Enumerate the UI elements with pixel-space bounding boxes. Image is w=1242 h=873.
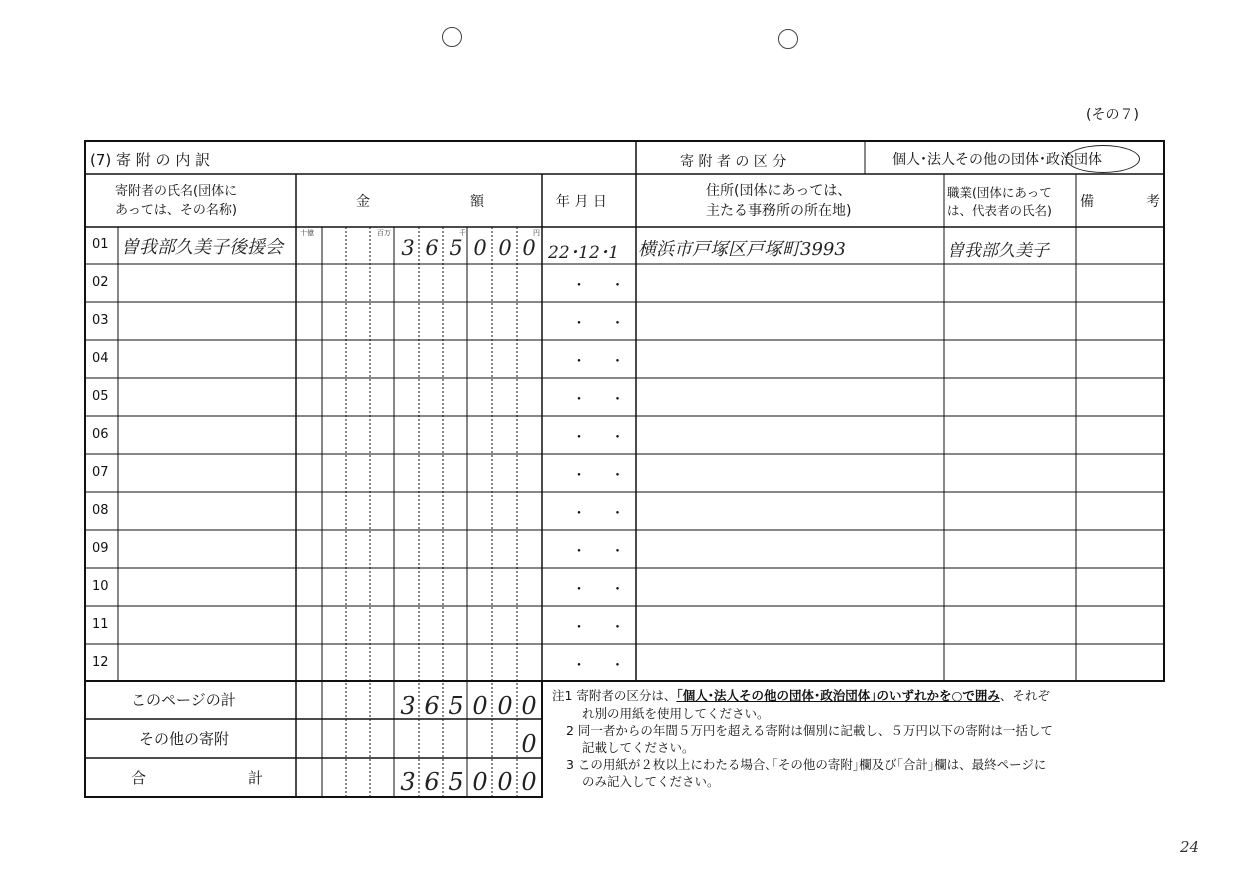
date-placeholder: ・ ・ [572,316,635,332]
date-placeholder: ・ ・ [572,658,635,674]
date-placeholder: ・ ・ [572,506,635,522]
page-total-digit: 0 [497,692,513,720]
note-1-suffix: 、それぞ [999,688,1050,703]
note-2-line1: 2 同一者からの年間５万円を超える寄附は個別に記載し、５万円以下の寄附は一括して [566,723,1053,738]
note-1-prefix: 注1 寄附者の区分は、 [552,688,677,703]
other-donations-label: その他の寄附 [139,730,230,748]
header-date: 年 月 日 [556,194,607,210]
other-donations-digit: 0 [521,730,537,758]
note-1-underline: ｢個人･法人その他の団体･政治団体｣のいずれかを○で囲み [676,688,1000,703]
row-number: 04 [92,351,109,366]
page-total-digit: 6 [424,692,440,720]
amount-digit: 5 [449,236,463,260]
date-placeholder: ・ ・ [572,620,635,636]
row-number: 05 [92,389,109,404]
page-number: 24 [1180,838,1200,856]
grand-total-digit: 0 [521,768,537,796]
note-2-line2: 記載してください。 [582,740,695,755]
unit-mark-ten-oku: 十億 [300,229,314,237]
row-number: 03 [92,313,109,328]
header-remarks-left: 備 [1080,194,1094,210]
grand-total-digit: 5 [448,768,464,796]
grand-total-digit: 0 [497,768,513,796]
row-number: 06 [92,427,109,442]
row-number: 07 [92,465,109,480]
header-address-line2: 主たる事務所の所在地) [706,203,852,219]
page-total-digit: 5 [448,692,464,720]
page-total-digit: 0 [472,692,488,720]
grand-total-digit: 6 [424,768,440,796]
header-occupation-line1: 職業(団体にあって [947,185,1052,200]
page-label: (その７) [1086,107,1139,123]
unit-mark-sen: 千 [459,229,466,237]
grand-total-digit: 3 [400,768,416,796]
amount-digit: 6 [425,236,439,260]
header-amount-right: 額 [470,194,484,210]
note-1-line2: れ別の用紙を使用してください。 [582,706,770,721]
header-remarks-right: 考 [1146,194,1160,210]
page-total-label: このページの計 [131,691,236,709]
section-title: (7) 寄 附 の 内 訳 [90,151,211,169]
date-placeholder: ・ ・ [572,544,635,560]
header-name-line2: あっては、その名称) [115,203,237,218]
row-number: 12 [92,655,109,670]
row-number: 09 [92,541,109,556]
donor-category-label: 寄 附 者 の 区 分 [680,154,787,170]
row-number: 01 [92,237,109,252]
date-placeholder: ・ ・ [572,430,635,446]
page-total-digit: 3 [400,692,416,720]
date-placeholder: ・ ・ [572,468,635,484]
row-number: 10 [92,579,109,594]
donor-category-prefix: 個人･法人その他の団体･ [892,152,1046,168]
date-placeholder: ・ ・ [572,392,635,408]
donor-address: 横浜市戸塚区戸塚町3993 [638,239,846,260]
date-placeholder: ・ ・ [572,354,635,370]
unit-mark-en: 円 [533,229,540,237]
grand-total-label-left: 合 [131,769,147,787]
header-name-line1: 寄附者の氏名(団体に [115,184,238,199]
header-amount-left: 金 [356,194,370,210]
grand-total-digit: 0 [472,768,488,796]
row-number: 11 [92,617,109,632]
amount-digit: 0 [473,236,487,260]
header-occupation-line2: は、代表者の氏名) [947,203,1052,218]
row-number: 02 [92,275,109,290]
date-placeholder: ・ ・ [572,582,635,598]
grand-total-label-right: 計 [248,769,264,787]
unit-mark-hyakuman: 百万 [377,229,391,237]
note-3-line1: 3 この用紙が２枚以上にわたる場合､｢その他の寄附｣欄及び｢合計｣欄は、最終ページに [566,757,1047,772]
note-1 [552,686,1050,704]
amount-digit: 0 [498,236,512,260]
page-total-digit: 0 [521,692,537,720]
amount-digit: 3 [401,236,415,260]
donor-category-circled: 政治団体 [1046,152,1102,168]
donor-occupation: 曽我部久美子 [947,241,1049,261]
note-3-line2: のみ記入してください。 [582,774,720,789]
donor-name: 曽我部久美子後援会 [121,237,283,258]
amount-digit: 0 [522,236,536,260]
date-placeholder: ・ ・ [572,278,635,294]
header-address-line1: 住所(団体にあっては、 [706,183,852,199]
row-number: 08 [92,503,109,518]
circled-selection-mark [1066,145,1140,173]
donation-date: 22･12･1 [548,243,620,263]
